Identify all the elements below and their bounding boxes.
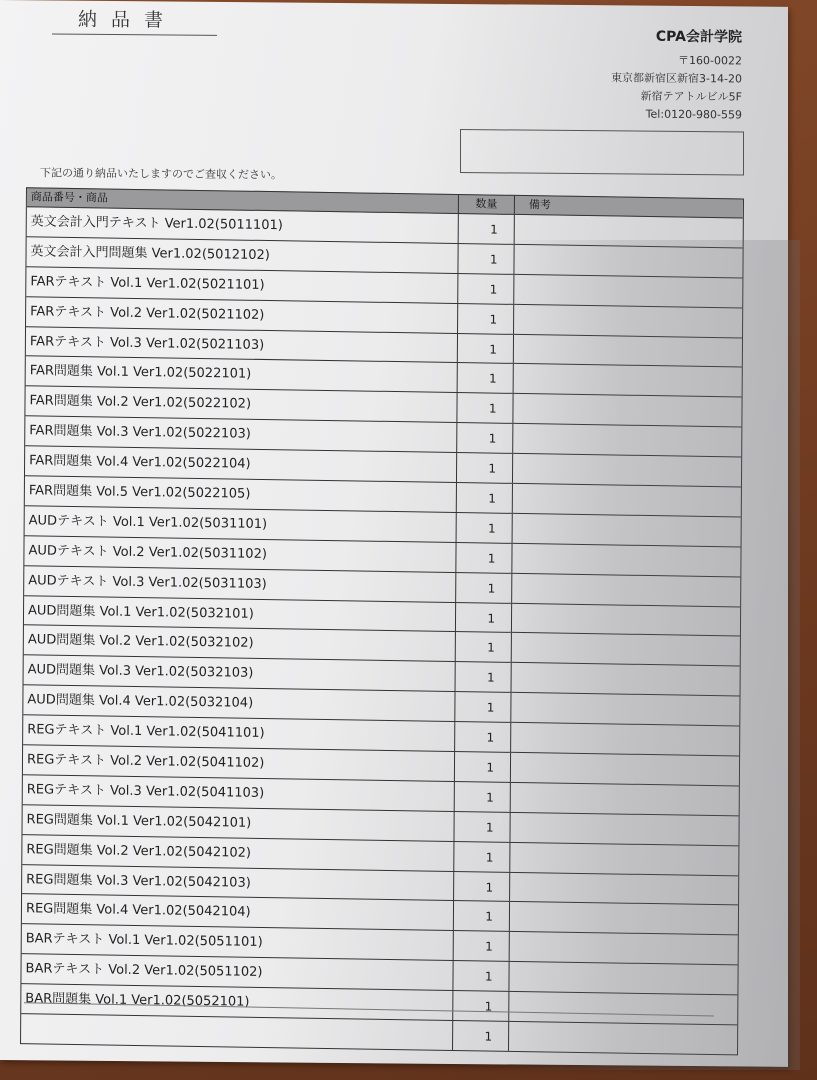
row-note	[513, 424, 741, 456]
row-note	[510, 813, 738, 845]
row-qty: 1	[455, 752, 511, 782]
title-block	[52, 4, 217, 35]
row-item: AUDテキスト Vol.2 Ver1.02(5031102)	[24, 536, 456, 572]
row-note	[514, 364, 742, 396]
row-note	[514, 305, 742, 337]
row-item: REG問題集 Vol.4 Ver1.02(5042104)	[22, 895, 454, 931]
row-item: BAR問題集 Vol.1 Ver1.02(5052101)	[21, 984, 453, 1020]
row-qty: 1	[456, 632, 512, 662]
row-item: 英文会計入門問題集 Ver1.02(5012102)	[26, 237, 458, 273]
row-item: FAR問題集 Vol.1 Ver1.02(5022101)	[26, 357, 458, 393]
row-item: BARテキスト Vol.2 Ver1.02(5051102)	[21, 954, 453, 990]
row-qty: 1	[459, 214, 515, 244]
row-qty: 1	[457, 483, 513, 513]
row-qty: 1	[458, 304, 514, 334]
row-qty: 1	[457, 513, 513, 543]
row-note	[511, 693, 739, 725]
row-note	[513, 484, 741, 516]
row-note	[512, 603, 740, 635]
issuer-address-line1: 東京都新宿区新宿3-14-20	[611, 71, 742, 86]
row-qty: 1	[453, 991, 509, 1021]
row-qty: 1	[457, 423, 513, 453]
row-item: AUDテキスト Vol.3 Ver1.02(5031103)	[24, 566, 456, 602]
row-note	[510, 843, 738, 875]
issuer-tel: Tel:0120-980-559	[645, 107, 742, 122]
row-item: FARテキスト Vol.2 Ver1.02(5021102)	[26, 297, 458, 333]
row-qty: 1	[455, 692, 511, 722]
row-item: BARテキスト Vol.1 Ver1.02(5051101)	[22, 925, 454, 961]
row-note	[509, 962, 737, 994]
row-qty: 1	[454, 901, 510, 931]
row-qty: 1	[456, 573, 512, 603]
row-qty: 1	[455, 722, 511, 752]
row-note	[514, 245, 742, 277]
row-item: FAR問題集 Vol.2 Ver1.02(5022102)	[25, 387, 457, 423]
row-note	[515, 215, 743, 247]
row-item: REG問題集 Vol.3 Ver1.02(5042103)	[22, 865, 454, 901]
row-note	[511, 753, 739, 785]
row-qty: 1	[454, 931, 510, 961]
recipient-box	[460, 129, 744, 175]
row-item: FAR問題集 Vol.3 Ver1.02(5022103)	[25, 416, 457, 452]
row-qty: 1	[458, 363, 514, 393]
issuer-company: CPA会計学院	[655, 28, 742, 46]
row-item: AUD問題集 Vol.4 Ver1.02(5032104)	[23, 685, 455, 721]
row-qty: 1	[453, 961, 509, 991]
row-note	[512, 574, 740, 606]
row-item: REGテキスト Vol.1 Ver1.02(5041101)	[23, 715, 455, 751]
header-item: 商品番号・商品	[27, 188, 459, 213]
row-qty: 1	[458, 274, 514, 304]
issuer-address-block	[611, 51, 742, 124]
row-note	[512, 663, 740, 695]
row-qty: 1	[457, 393, 513, 423]
row-qty: 1	[456, 603, 512, 633]
document-title: 納品書	[78, 8, 178, 32]
row-item: AUD問題集 Vol.3 Ver1.02(5032103)	[24, 656, 456, 692]
items-table	[20, 187, 744, 1055]
row-qty: 1	[458, 244, 514, 274]
row-note	[509, 1022, 737, 1054]
intro-text: 下記の通り納品いたしますのでご査収ください。	[40, 166, 282, 182]
row-note	[512, 544, 740, 576]
row-note	[510, 902, 738, 934]
row-item: REG問題集 Vol.1 Ver1.02(5042101)	[22, 805, 454, 841]
row-note	[513, 454, 741, 486]
row-item: AUDテキスト Vol.1 Ver1.02(5031101)	[25, 506, 457, 542]
row-note	[511, 723, 739, 755]
row-note	[510, 872, 738, 904]
row-note	[510, 932, 738, 964]
row-item: FARテキスト Vol.1 Ver1.02(5021101)	[26, 267, 458, 303]
row-note	[514, 275, 742, 307]
row-qty: 1	[456, 543, 512, 573]
row-qty: 1	[454, 812, 510, 842]
row-qty: 1	[456, 662, 512, 692]
row-note	[513, 394, 741, 426]
row-qty: 1	[455, 782, 511, 812]
header-note: 備考	[528, 198, 551, 212]
row-item: FAR問題集 Vol.4 Ver1.02(5022104)	[25, 446, 457, 482]
row-qty: 1	[458, 334, 514, 364]
row-item: FAR問題集 Vol.5 Ver1.02(5022105)	[25, 476, 457, 512]
row-note	[513, 514, 741, 546]
table-body	[21, 207, 743, 1055]
row-note	[509, 992, 737, 1024]
row-item: AUD問題集 Vol.2 Ver1.02(5032102)	[24, 626, 456, 662]
header-qty: 数量	[459, 195, 515, 214]
row-item: AUD問題集 Vol.1 Ver1.02(5032101)	[24, 596, 456, 632]
row-item: 英文会計入門テキスト Ver1.02(5011101)	[27, 207, 459, 243]
row-item: FARテキスト Vol.3 Ver1.02(5021103)	[26, 327, 458, 363]
row-item: REGテキスト Vol.3 Ver1.02(5041103)	[23, 775, 455, 811]
row-item: REGテキスト Vol.2 Ver1.02(5041102)	[23, 745, 455, 781]
issuer-postal: 〒160-0022	[678, 53, 742, 68]
row-qty: 1	[454, 872, 510, 902]
row-note	[511, 783, 739, 815]
row-note	[514, 334, 742, 366]
row-note	[512, 633, 740, 665]
row-item	[21, 1014, 453, 1050]
row-qty: 1	[454, 842, 510, 872]
row-item: REG問題集 Vol.2 Ver1.02(5042102)	[22, 835, 454, 871]
row-qty: 1	[457, 453, 513, 483]
issuer-address-line2: 新宿テアトルビル5F	[640, 89, 742, 104]
row-qty: 1	[453, 1021, 509, 1051]
